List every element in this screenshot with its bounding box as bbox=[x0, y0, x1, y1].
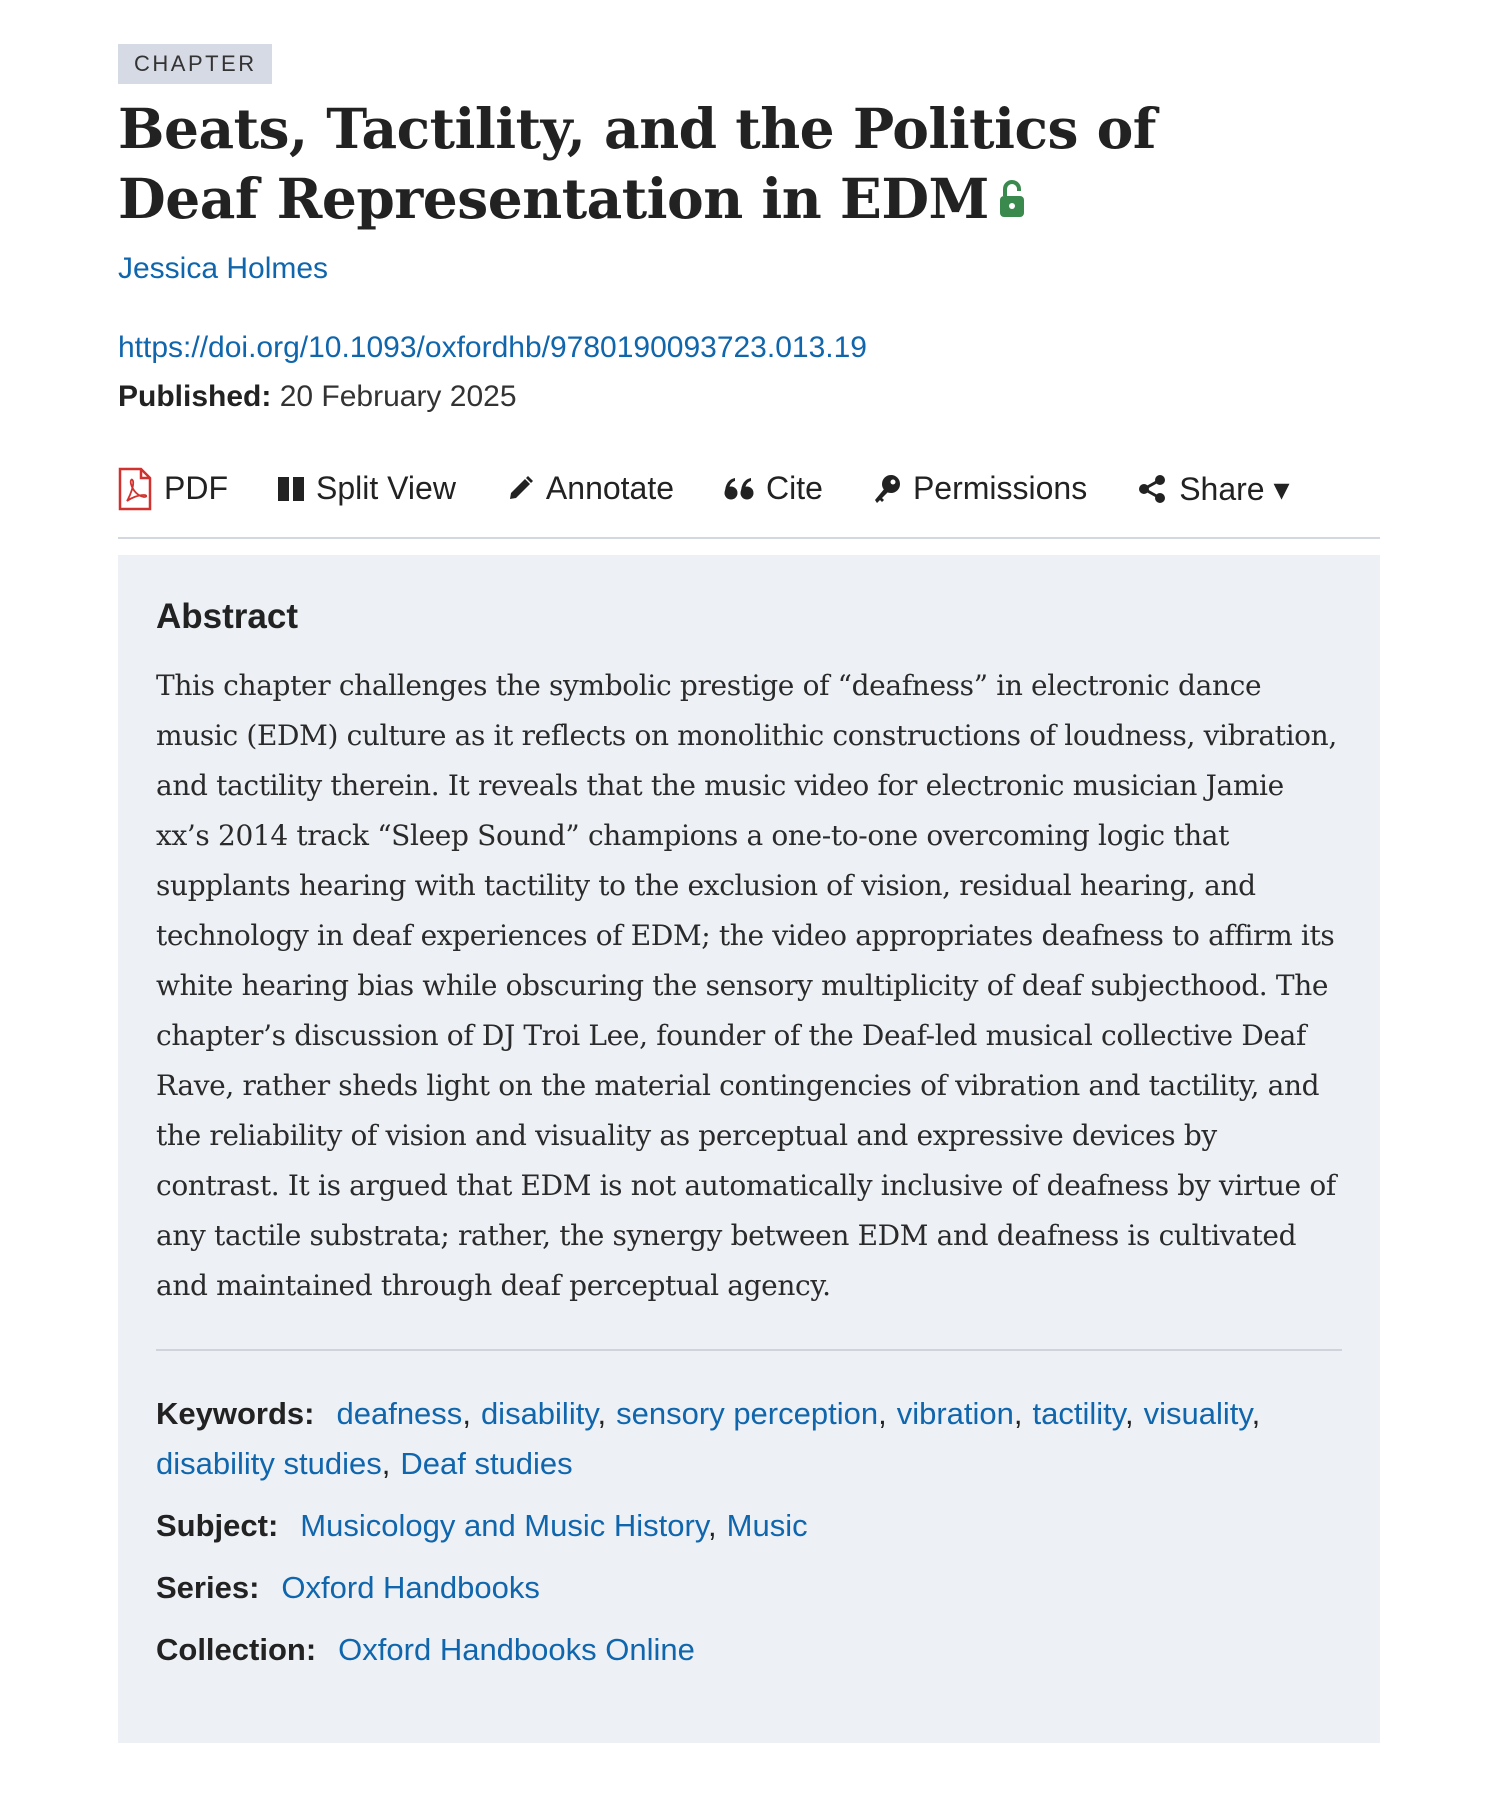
published-value: 20 February 2025 bbox=[279, 379, 517, 413]
article-toolbar bbox=[118, 455, 1380, 539]
pdf-label: PDF bbox=[164, 470, 228, 507]
split-view-icon bbox=[278, 477, 304, 501]
doi-block bbox=[118, 327, 1380, 369]
pencil-icon bbox=[506, 475, 534, 503]
chapter-header bbox=[118, 44, 1380, 1743]
subject-link[interactable]: Musicology and Music History bbox=[300, 1507, 709, 1543]
abstract-heading: Abstract bbox=[156, 596, 298, 636]
permissions-button[interactable] bbox=[873, 470, 1087, 507]
keyword-link[interactable]: disability bbox=[480, 1395, 598, 1431]
share-button[interactable] bbox=[1137, 470, 1289, 508]
subject-label: Subject: bbox=[156, 1507, 279, 1543]
published-label: Published: bbox=[118, 379, 272, 413]
pdf-button[interactable] bbox=[118, 467, 228, 511]
series-link[interactable]: Oxford Handbooks bbox=[281, 1569, 540, 1605]
author-link[interactable]: Jessica Holmes bbox=[118, 251, 329, 285]
keywords-label: Keywords: bbox=[156, 1395, 315, 1431]
open-lock-icon bbox=[999, 165, 1025, 235]
doi-link[interactable]: https://doi.org/10.1093/oxfordhb/9780190093723.013.19 bbox=[118, 330, 867, 364]
annotate-label: Annotate bbox=[545, 470, 675, 507]
quote-icon bbox=[724, 477, 754, 501]
series-row bbox=[156, 1563, 1342, 1613]
split-view-button[interactable] bbox=[278, 470, 456, 507]
content-type-badge: CHAPTER bbox=[118, 44, 272, 84]
subject-row: Subject: Musicology and Music History, Music bbox=[156, 1507, 808, 1543]
permissions-label: Permissions bbox=[912, 470, 1088, 507]
collection-link[interactable]: Oxford Handbooks Online bbox=[338, 1631, 695, 1667]
abstract-text: This chapter challenges the symbolic prestige of “deafness” in electronic dance music (EDM) culture as it reflects on monolithic constructions of loudness, vibration, and tactility therein. It reveals that the music video for electronic musician Jamie xx’s 2014 track “Sleep Sound” champions a one-to-one overcoming logic that supplants hearing with tactility to the exclusion of vision, residual hearing, and technology in deaf experiences of EDM; the video appropriates deafness to affirm its white hearing bias while obscuring the sensory multiplicity of deaf subjecthood. The chapter’s discussion of DJ Troi Lee, founder of the Deaf-led musical collective Deaf Rave, rather sheds light on the material contingencies of vibration and tactility, and the reliability of vision and visuality as perceptual and expressive devices by contrast. It is argued that EDM is not automatically inclusive of deafness by virtue of any tactile substrata; rather, the synergy between EDM and deafness is cultivated and maintained through deaf perceptual agency. bbox=[156, 668, 1337, 1302]
author-list bbox=[118, 249, 1380, 289]
published-date bbox=[118, 377, 1380, 417]
subject-link[interactable]: Music bbox=[726, 1507, 808, 1543]
chapter-title-text: Beats, Tactility, and the Politics of Deaf Representation in EDM bbox=[118, 96, 1156, 231]
keywords-row: Keywords: deafness, disability, sensory perception, vibration, tactility, visuality, disability studies, Deaf studies bbox=[156, 1395, 1261, 1481]
collection-label: Collection: bbox=[156, 1631, 317, 1667]
keyword-link[interactable]: Deaf studies bbox=[400, 1445, 573, 1481]
keyword-link[interactable]: vibration bbox=[896, 1395, 1014, 1431]
keyword-link[interactable]: tactility bbox=[1032, 1395, 1125, 1431]
pdf-icon bbox=[118, 467, 152, 511]
split-view-label: Split View bbox=[316, 470, 456, 507]
share-icon bbox=[1137, 474, 1167, 504]
keyword-link[interactable]: visuality bbox=[1143, 1395, 1252, 1431]
share-label: Share ▾ bbox=[1179, 470, 1290, 507]
key-icon bbox=[873, 474, 901, 504]
chapter-title bbox=[118, 94, 1218, 239]
keyword-link[interactable]: deafness bbox=[336, 1395, 463, 1431]
cite-label: Cite bbox=[766, 470, 823, 507]
keyword-link[interactable]: sensory perception bbox=[616, 1395, 879, 1431]
keyword-link[interactable]: disability studies bbox=[156, 1445, 382, 1481]
divider bbox=[156, 1349, 1342, 1351]
cite-button[interactable] bbox=[724, 470, 823, 507]
series-label: Series: bbox=[156, 1569, 260, 1605]
annotate-button[interactable] bbox=[506, 470, 674, 507]
abstract-section bbox=[118, 555, 1380, 1743]
collection-row bbox=[156, 1625, 1342, 1675]
